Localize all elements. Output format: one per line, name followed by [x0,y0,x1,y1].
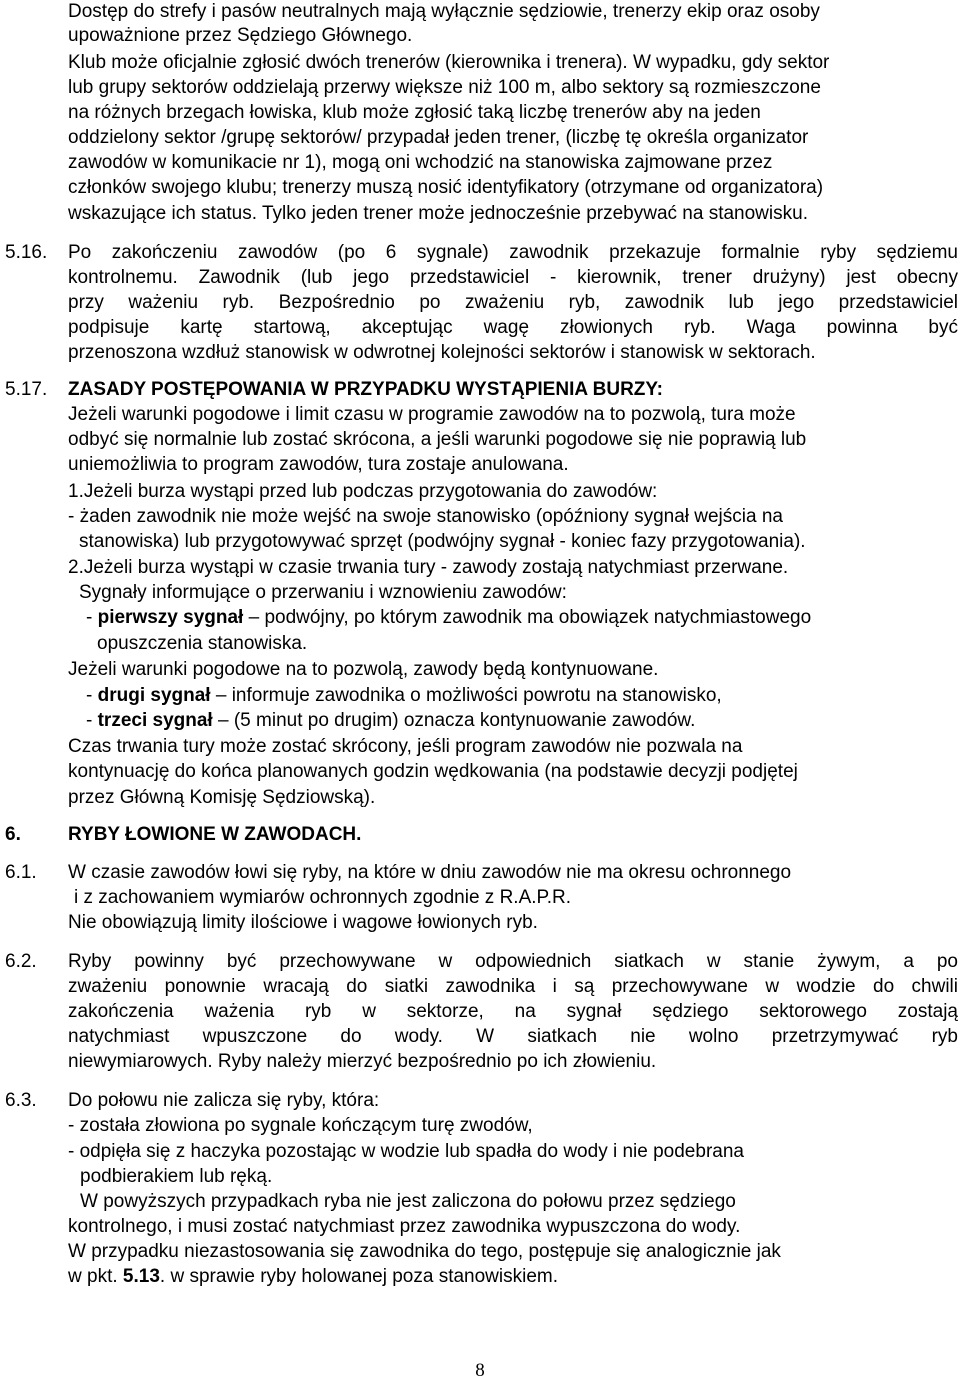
text-line: zawodów w komunikacie nr 1), mogą oni wchodzić na stanowiska zajmowane przez [68,152,773,173]
text-line: W powyższych przypadkach ryba nie jest zaliczona do połowu przez sędziego [80,1191,736,1212]
section-reference: 5.13 [122,1266,160,1287]
text-line: Ryby powinny być przechowywane w odpowiednich siatkach w stanie żywym, a po [68,951,958,972]
text-line: W czasie zawodów łowi się ryby, na które w dniu zawodów nie ma okresu ochronnego [68,862,792,883]
text-line: Jeżeli warunki pogodowe na to pozwolą, zawody będą kontynuowane. [68,659,659,680]
section-number: 6.1. [5,862,37,883]
text-line: na różnych brzegach łowiska, klub może zgłosić taką liczbę trenerów aby na jeden [68,102,761,123]
text-line: Do połowu nie zalicza się ryby, która: [68,1090,380,1111]
text-line: oddzielony sektor /grupę sektorów/ przypadał jeden trener, (liczbę tę określa organizator [68,127,809,148]
page-number: 8 [475,1360,485,1381]
text-line: upoważnione przez Sędziego Głównego. [68,25,413,46]
text-line: - została złowiona po sygnale kończącym turę zwodów, [68,1115,533,1136]
signal-item-third [86,709,695,733]
section-number: 5.16. [5,242,48,263]
text-line: lub grupy sektorów oddzielają przerwy większe niż 100 m, albo sektory są rozmieszczone [68,77,821,98]
text-line: Jeżeli warunki pogodowe i limit czasu w programie zawodów na to pozwolą, tura może [68,404,796,425]
text-line: kontynuację do końca planowanych godzin wędkowania (na podstawie decyzji podjętej [68,761,798,782]
text-line: - odpięła się z haczyka pozostając w wodzie lub spadła do wody i nie podebrana [68,1141,744,1162]
text-line: zważeniu ponownie wracają do siatki zawodnika i są przechowywane w wodzie do chwili [68,976,958,997]
bullet: - [86,685,98,706]
text-fragment: . w sprawie ryby holowanej poza stanowiskiem. [159,1266,559,1287]
text-line: przy ważeniu ryb. Bezpośrednio po zważeniu ryb, zawodnik lub jego przedstawiciel [68,292,958,313]
text-line: stanowiska) lub przygotowywać sprzęt (podwójny sygnał - koniec fazy przygotowania). [79,531,806,552]
text-line: - żaden zawodnik nie może wejść na swoje stanowisko (opóźniony sygnał wejścia na [68,506,783,527]
text-line: 1.Jeżeli burza wystąpi przed lub podczas przygotowania do zawodów: [68,481,658,502]
text-line: odbyć się normalnie lub zostać skrócona, a jeśli warunki pogodowe się nie poprawią lub [68,429,807,450]
text-line: członków swojego klubu; trenerzy muszą nosić identyfikatory (otrzymane od organizatora) [68,177,824,198]
section-heading: RYBY ŁOWIONE W ZAWODACH. [68,824,362,845]
text-fragment: w pkt. [68,1266,123,1287]
section-number: 6. [5,824,21,845]
text-line: opuszczenia stanowiska. [97,633,308,654]
text-line: wskazujące ich status. Tylko jeden trener może jednocześnie przebywać na stanowisku. [68,203,808,224]
signal-item-first [86,606,811,630]
signal-item-second [86,684,722,708]
text-line: uniemożliwia to program zawodów, tura zostaje anulowana. [68,454,569,475]
text-line: W przypadku niezastosowania się zawodnika do tego, postępuje się analogicznie jak [68,1241,781,1262]
text-line: Po zakończeniu zawodów (po 6 sygnale) zawodnik przekazuje formalnie ryby sędziemu [68,242,958,263]
text-line: Nie obowiązują limity ilościowe i wagowe łowionych ryb. [68,912,538,933]
bullet: - [86,607,98,628]
text-line: niewymiarowych. Ryby należy mierzyć bezpośrednio po ich złowieniu. [68,1051,657,1072]
signal-desc: – podwójny, po którym zawodnik ma obowiązek natychmiastowego [243,607,812,628]
text-line: zakończenia ważenia ryb w sektorze, na sygnał sędziego sektorowego zostają [68,1001,958,1022]
signal-name: pierwszy sygnał [97,607,244,628]
text-line [68,1265,558,1289]
text-line: przez Główną Komisję Sędziowską). [68,787,376,808]
signal-desc: – (5 minut po drugim) oznacza kontynuowanie zawodów. [212,710,696,731]
signal-name: drugi sygnał [97,685,211,706]
signal-desc: – informuje zawodnika o możliwości powrotu na stanowisko, [210,685,722,706]
text-line: 2.Jeżeli burza wystąpi w czasie trwania tury - zawody zostają natychmiast przerwane. [68,557,789,578]
text-line: Dostęp do strefy i pasów neutralnych mają wyłącznie sędziowie, trenerzy ekip oraz osoby [68,1,820,22]
text-line: i z zachowaniem wymiarów ochronnych zgodnie z R.A.P.R. [74,887,572,908]
text-line: Czas trwania tury może zostać skrócony, jeśli program zawodów nie pozwala na [68,736,743,757]
text-line: Klub może oficjalnie zgłosić dwóch trenerów (kierownika i trenera). W wypadku, gdy sektor [68,52,830,73]
section-heading: ZASADY POSTĘPOWANIA W PRZYPADKU WYSTĄPIENIA BURZY: [68,379,664,400]
bullet: - [86,710,98,731]
text-line: Sygnały informujące o przerwaniu i wznowieniu zawodów: [79,582,567,603]
text-line: podbierakiem lub ręką. [80,1166,273,1187]
section-number: 5.17. [5,379,48,400]
section-number: 6.2. [5,951,37,972]
section-number: 6.3. [5,1090,37,1111]
text-line: natychmiast wpuszczone do wody. W siatkach nie wolno przetrzymywać ryb [68,1026,958,1047]
text-line: kontrolnemu. Zawodnik (lub jego przedstawiciel - kierownik, trener drużyny) jest obecny [68,267,958,288]
text-line: kontrolnego, i musi zostać natychmiast przez zawodnika wypuszczona do wody. [68,1216,741,1237]
signal-name: trzeci sygnał [97,710,213,731]
text-line: przenoszona wzdłuż stanowisk w odwrotnej kolejności sektorów i stanowisk w sektorach. [68,342,816,363]
text-line: podpisuje kartę startową, akceptując wagę złowionych ryb. Waga powinna być [68,317,958,338]
